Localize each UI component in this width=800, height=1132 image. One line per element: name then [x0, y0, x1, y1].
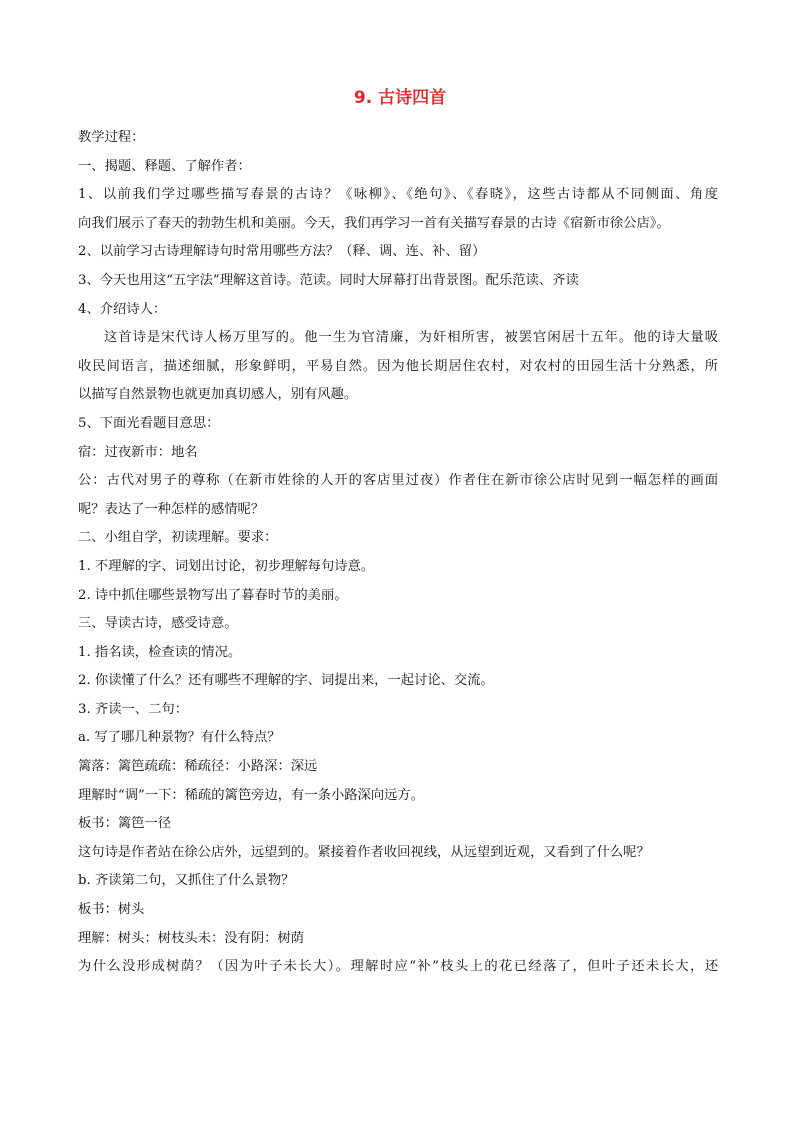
paragraph-line: 2. 诗中抓住哪些景物写出了暮春时节的美丽。 — [78, 587, 348, 603]
paragraph-line: 2. 你读懂了什么？还有哪些不理解的字、词提出来，一起讨论、交流。 — [78, 673, 494, 689]
paragraph-line: 2、以前学习古诗理解诗句时常用哪些方法？（释、调、连、补、留） — [78, 244, 486, 260]
paragraph-line: 理解：树头：树枝头未：没有阴：树荫 — [78, 930, 305, 946]
section-heading: 一、揭题、释题、了解作者： — [78, 158, 251, 174]
section-heading: 三、导读古诗，感受诗意。 — [78, 616, 238, 632]
paragraph-line: 收民间语言，描述细腻，形象鲜明，平易自然。因为他长期居住农村，对农村的田园生活十分熟悉，所 — [78, 358, 718, 374]
paragraph-line: 为什么没形成树荫？（因为叶子未长大）。理解时应“补”枝头上的花已经落了，但叶子还未长大，还 — [78, 959, 718, 975]
paragraph-line: 这句诗是作者站在徐公店外，远望到的。紧接着作者收回视线，从远望到近观，又看到了什么呢？ — [78, 844, 650, 860]
section-heading: 二、小组自学，初读理解。要求： — [78, 530, 278, 546]
paragraph-line: 1、以前我们学过哪些描写春景的古诗？《咏柳》、《绝句》、《春晓》，这些古诗都从不同侧面、角度 — [78, 187, 718, 203]
paragraph-line: 以描写自然景物也就更加真切感人，别有风趣。 — [78, 387, 358, 403]
document-body — [78, 124, 718, 982]
paragraph-line: 篱落：篱笆疏疏：稀疏径：小路深：深远 — [78, 759, 318, 775]
paragraph-line: 板书：树头 — [78, 902, 145, 918]
paragraph-line: 5、下面光看题目意思： — [78, 415, 220, 431]
paragraph-line: 3. 齐读一、二句： — [78, 701, 188, 717]
paragraph-line: 宿：过夜新市：地名 — [78, 444, 198, 460]
paragraph-line: 公：古代对男子的尊称（在新市姓徐的人开的客店里过夜）作者住在新市徐公店时见到一幅怎样的画面 — [78, 473, 718, 489]
paragraph-line: 向我们展示了春天的勃勃生机和美丽。今天，我们再学习一首有关描写春景的古诗《宿新市徐公店》。 — [78, 215, 670, 231]
paragraph-line: 1. 不理解的字、词划出讨论，初步理解每句诗意。 — [78, 558, 375, 574]
paragraph-line: 板书：篱笆一径 — [78, 816, 172, 832]
paragraph-line: a. 写了哪几种景物？有什么特点？ — [78, 730, 281, 746]
paragraph-line: 呢？表达了一种怎样的感情呢？ — [78, 501, 265, 517]
paragraph-line: 教学过程： — [78, 130, 145, 145]
paragraph-line: 3、今天也用这“五字法”理解这首诗。范读。同时大屏幕打出背景图。配乐范读、齐读 — [78, 272, 579, 288]
paragraph-line: 1. 指名读，检查读的情况。 — [78, 644, 242, 660]
paragraph-line: b. 齐读第二句，又抓住了什么景物？ — [78, 873, 295, 889]
document-title: 9. 古诗四首 — [353, 88, 447, 108]
paragraph-line: 4、介绍诗人： — [78, 301, 167, 317]
paragraph-line: 理解时“调”一下：稀疏的篱笆旁边，有一条小路深向远方。 — [78, 787, 425, 803]
paragraph-line: 这首诗是宋代诗人杨万里写的。他一生为官清廉，为奸相所害，被罢官闲居十五年。他的诗大量吸 — [104, 330, 718, 346]
